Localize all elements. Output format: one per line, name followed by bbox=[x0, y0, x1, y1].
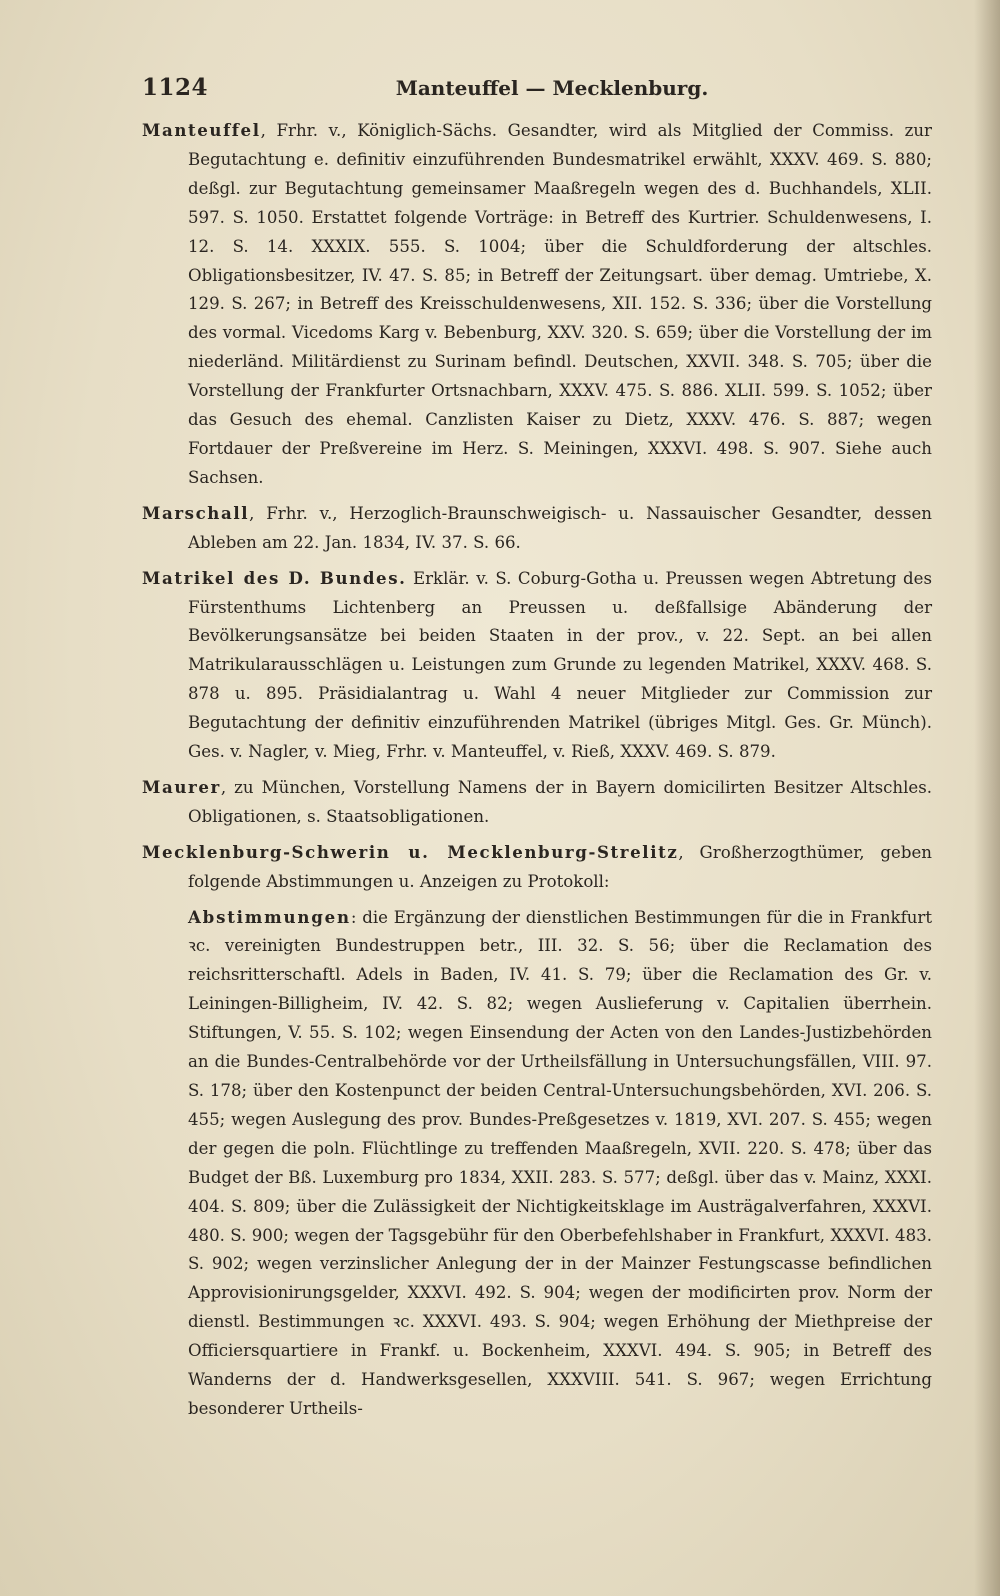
subentry-text: : die Ergänzung der dienstlichen Bestimmungen für die in Frankfurt ꝛc. vereinigten Bundestruppen betr., III. 32. S. 56; über die Reclamation des reichsritterschaftl. Adels in Baden, IV. 41. S. 79; über die Reclamation des Gr. v. Leiningen-Billigheim, IV. 42. S. 82; wegen Auslieferung v. Capitalien überrhein. Stiftungen, V. 55. S. 102; wegen Einsendung der Acten von den Landes-Justizbehörden an die Bundes-Centralbehörde vor der Urtheilsfällung in Untersuchungsfällen, VIII. 97. S. 178; über den Kostenpunct der beiden Central-Untersuchungsbehörden, XVI. 206. S. 455; wegen Auslegung des prov. Bundes-Preßgesetzes v. 1819, XVI. 207. S. 455; wegen der gegen die poln. Flüchtlinge zu treffenden Maaßregeln, XVII. 220. S. 478; über das Budget der Bß. Luxemburg pro 1834, XXII. 283. S. 577; deßgl. über das v. Mainz, XXXI. 404. S. 809; über die Zulässigkeit der Nichtigkeitsklage im Austrägalverfahren, XXXVI. 480. S. 900; wegen der Tagsgebühr für den Oberbefehlshaber in Frankfurt, XXXVI. 483. S. 902; wegen verzinslicher Anlegung der in der Mainzer Festungscasse befindlichen Approvisionirungsgelder, XXXVI. 492. S. 904; wegen der modificirten prov. Norm der dienstl. Bestimmungen ꝛc. XXXVI. 493. S. 904; wegen Erhöhung der Miethpreise der Officiersquartiere in Frankf. u. Bockenheim, XXXVI. 494. S. 905; in Betreff des Wanderns der d. Handwerksgesellen, XXXVIII. 541. S. 967; wegen Errichtung besonderer Urtheils- bbox=[188, 907, 932, 1418]
entry-text: , Frhr. v., Königlich-Sächs. Gesandter, wird als Mitglied der Commiss. zur Begutachtung e. definitiv einzuführenden Bundesmatrikel erwählt, XXXV. 469. S. 880; deßgl. zur Begutachtung gemeinsamer Maaßregeln wegen des d. Buchhandels, XLII. 597. S. 1050. Erstattet folgende Vorträge: in Betreff des Kurtrier. Schuldenwesens, I. 12. S. 14. XXXIX. 555. S. 1004; über die Schuldforderung der altschles. Obligationsbesitzer, IV. 47. S. 85; in Betreff der Zeitungsart. über demag. Umtriebe, X. 129. S. 267; in Betreff des Kreisschuldenwesens, XII. 152. S. 336; über die Vorstellung des vormal. Vicedoms Karg v. Bebenburg, XXV. 320. S. 659; über die Vorstellung der im niederländ. Militärdienst zu Surinam befindl. Deutschen, XXVII. 348. S. 705; über die Vorstellung der Frankfurter Ortsnachbarn, XXXV. 475. S. 886. XLII. 599. S. 1052; über das Gesuch des ehemal. Canzlisten Kaiser zu Dietz, XXXV. 476. S. 887; wegen Fortdauer der Preßvereine im Herz. S. Meiningen, XXXVI. 498. S. 907. Siehe auch Sachsen. bbox=[188, 121, 932, 487]
index-entry-manteuffel bbox=[142, 116, 932, 493]
page-header bbox=[142, 74, 862, 108]
index-subentry-abstimmungen bbox=[142, 903, 932, 1424]
entry-lemma: Mecklenburg-Schwerin u. Mecklenburg-Strelitz bbox=[142, 841, 679, 862]
entry-text: Erklär. v. S. Coburg-Gotha u. Preussen wegen Abtretung des Fürstenthums Lichtenberg an Preussen u. deßfallsige Abänderung der Bevölkerungsansätze bei beiden Staaten in der prov., v. 22. Sept. an bei allen Matrikularausschlägen u. Leistungen zum Grunde zu legenden Matrikel, XXXV. 468. S. 878 u. 895. Präsidialantrag u. Wahl 4 neuer Mitglieder zur Commission zur Begutachtung der definitiv einzuführenden Matrikel (übriges Mitgl. Ges. Gr. Münch). Ges. v. Nagler, v. Mieg, Frhr. v. Manteuffel, v. Rieß, XXXV. 469. S. 879. bbox=[188, 568, 932, 762]
entry-text: , Großherzogthümer, geben folgende Abstimmungen u. Anzeigen zu Protokoll: bbox=[188, 842, 932, 891]
running-head: Manteuffel — Mecklenburg. bbox=[395, 76, 709, 100]
entry-text: , Frhr. v., Herzoglich-Braunschweigisch- u. Nassauischer Gesandter, dessen Ableben am 22. Jan. 1834, IV. 37. S. 66. bbox=[188, 503, 932, 552]
entry-lemma: Manteuffel bbox=[142, 120, 261, 140]
entry-lemma: Matrikel des D. Bundes. bbox=[142, 567, 407, 588]
page-edge-shadow bbox=[974, 0, 1000, 1596]
index-entry-maurer bbox=[142, 773, 932, 832]
entry-lemma: Marschall bbox=[142, 502, 250, 523]
index-entry-matrikel bbox=[142, 564, 932, 767]
entry-lemma: Maurer bbox=[142, 776, 221, 797]
page-number: 1124 bbox=[142, 74, 209, 101]
index-entry-marschall bbox=[142, 499, 932, 558]
index-body bbox=[142, 116, 932, 1424]
entry-text: , zu München, Vorstellung Namens der in Bayern domicilirten Besitzer Altschles. Obligationen, s. Staatsobligationen. bbox=[188, 777, 932, 826]
subentry-lemma: Abstimmungen bbox=[188, 906, 351, 927]
index-entry-mecklenburg bbox=[142, 838, 932, 897]
